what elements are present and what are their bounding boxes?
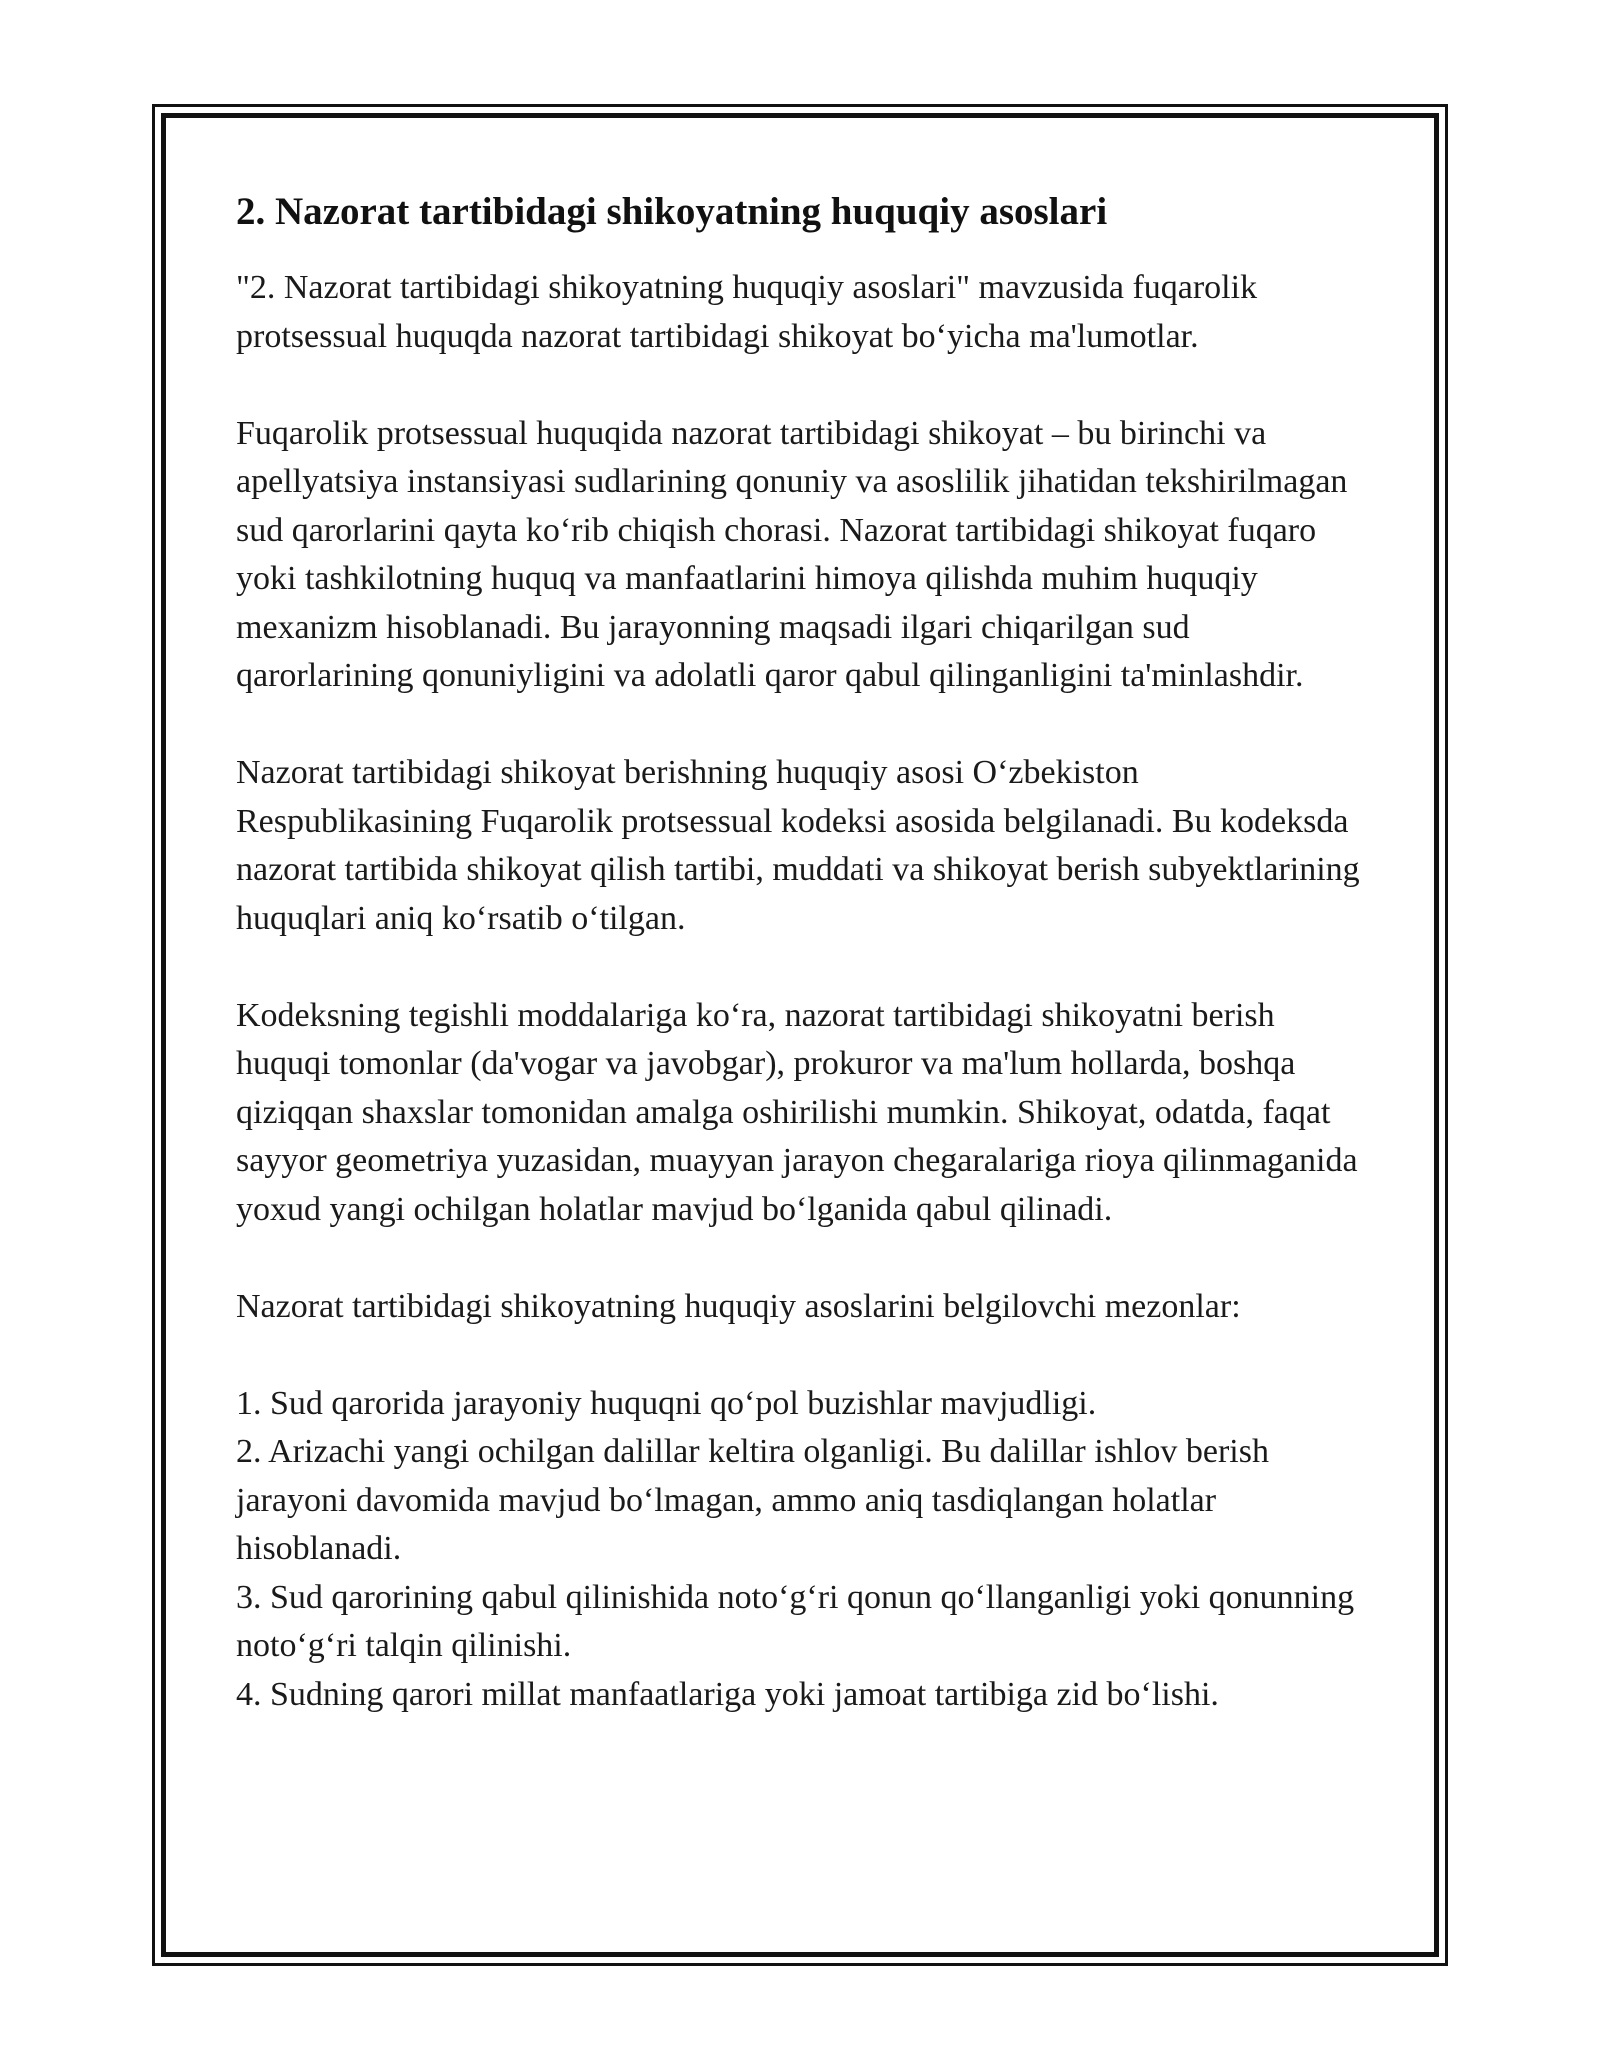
paragraph-definition: Fuqarolik protsessual huquqida nazorat tartibidagi shikoyat – bu birinchi va apellyatsiya instansiyasi sudlarining qonuniy va asoslilik jihatidan tekshirilmagan sud qarorlarini qayta ko‘rib chiqish chorasi. Nazorat tartibidagi shikoyat fuqaro yoki tashkilotning huquq va manfaatlarini himoya qilishda muhim huquqiy mexanizm hisoblanadi. Bu jarayonning maqsadi ilgari chiqarilgan sud qarorlarining qonuniyligini va adolatli qaror qabul qilinganligini ta'minlashdir. [236, 414, 1348, 694]
paragraph-right-to-complain: Kodeksning tegishli moddalariga ko‘ra, nazorat tartibidagi shikoyatni berish huquqi tomonlar (da'vogar va javobgar), prokuror va ma'lum hollarda, boshqa qiziqqan shaxslar tomonidan amalga oshirilishi mumkin. Shikoyat, odatda, faqat sayyor geometriya yuzasidan, muayyan jarayon chegaralariga rioya qilinmaganida yoxud yangi ochilgan holatlar mavjud bo‘lganida qabul qilinadi. [236, 996, 1358, 1228]
document-body [236, 182, 1366, 1719]
list-item: 3. Sud qarorining qabul qilinishida noto‘g‘ri qonun qo‘llanganligi yoki qonunning noto‘g‘ri talqin qilinishi. [236, 1578, 1355, 1664]
criteria-list [236, 1380, 1366, 1720]
list-item: 2. Arizachi yangi ochilgan dalillar keltira olganligi. Bu dalillar ishlov berish jarayoni davomida mavjud bo‘lmagan, ammo aniq tasdiqlangan holatlar hisoblanadi. [236, 1433, 1269, 1567]
paragraph-legal-basis: Nazorat tartibidagi shikoyat berishning huquqiy asosi O‘zbekiston Respublikasining Fuqarolik protsessual kodeksi asosida belgilanadi. Bu kodeksda nazorat tartibida shikoyat qilish tartibi, muddati va shikoyat berish subyektlarining huquqlari aniq ko‘rsatib o‘tilgan. [236, 754, 1360, 937]
paragraph-criteria-intro: Nazorat tartibidagi shikoyatning huquqiy asoslarini belgilovchi mezonlar: [236, 1287, 1241, 1325]
list-item: 1. Sud qarorida jarayoniy huquqni qo‘pol buzishlar mavjudligi. [236, 1384, 1097, 1422]
list-item: 4. Sudning qarori millat manfaatlariga yoki jamoat tartibiga zid bo‘lishi. [236, 1675, 1219, 1713]
paragraph-intro: "2. Nazorat tartibidagi shikoyatning huquqiy asoslari" mavzusida fuqarolik protsessual huquqda nazorat tartibidagi shikoyat bo‘yicha ma'lumotlar. [236, 269, 1258, 355]
document-heading: 2. Nazorat tartibidagi shikoyatning huquqiy asoslari [236, 190, 1108, 233]
